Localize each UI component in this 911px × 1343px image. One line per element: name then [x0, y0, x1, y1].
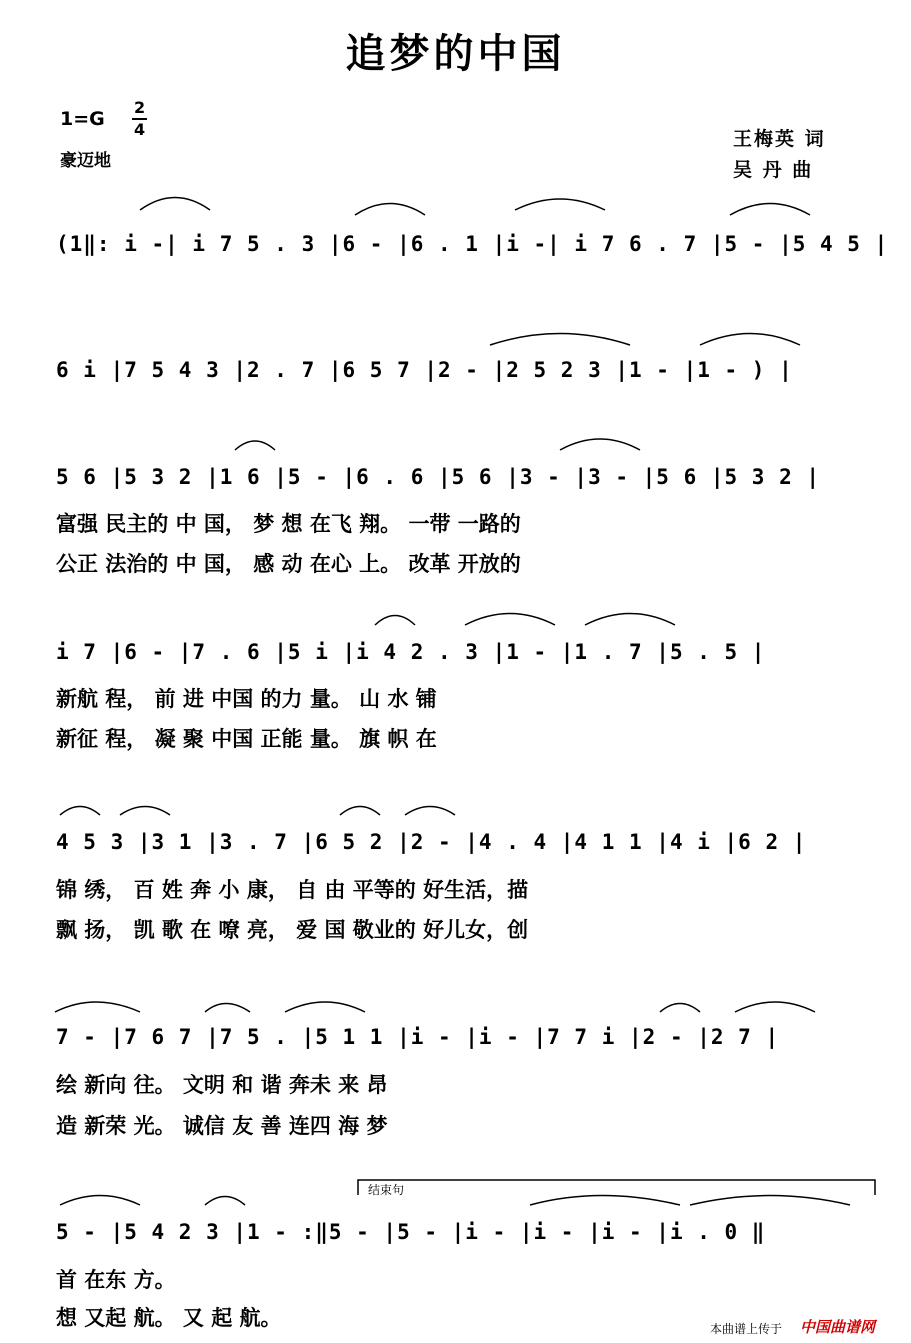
slur-mark [140, 198, 210, 211]
lyrics-line-7-verse-1: 首 在东 方。 [56, 1267, 176, 1292]
slur-mark [60, 807, 100, 816]
slur-mark [730, 204, 810, 216]
slur-mark [60, 1196, 140, 1206]
notation-line-4: i 7 |6 - |7 . 6 |5 i |i 4 2 . 3 |1 - |1 . 7 |5 . 5 | [56, 640, 766, 664]
slur-mark [285, 1002, 365, 1012]
slur-mark [515, 199, 605, 210]
lyrics-line-3-verse-2: 公正 法治的 中 国， 感 动 在心 上。 改革 开放的 [56, 551, 521, 576]
lyrics-line-6-verse-2: 造 新荣 光。 诚信 友 善 连四 海 梦 [56, 1113, 388, 1138]
slur-mark [465, 614, 555, 626]
time-signature-top: 2 [132, 98, 147, 120]
key-signature: 1=G [60, 108, 105, 130]
lyrics-line-3-verse-1: 富强 民主的 中 国， 梦 想 在飞 翔。 一带 一路的 [56, 511, 521, 536]
notation-line-7: 5 - |5 4 2 3 |1 - :‖5 - |5 - |i - |i - |i - |i . 0 ‖ [56, 1220, 766, 1244]
notation-line-3: 5 6 |5 3 2 |1 6 |5 - |6 . 6 |5 6 |3 - |3 - |5 6 |5 3 2 | [56, 465, 821, 489]
lyrics-line-6-verse-1: 绘 新向 往。 文明 和 谐 奔未 来 昂 [56, 1072, 388, 1097]
slur-mark [205, 1197, 245, 1206]
notation-line-6: 7 - |7 6 7 |7 5 . |5 1 1 |i - |i - |7 7 i |2 - |2 7 | [56, 1025, 780, 1049]
slur-mark [205, 1004, 250, 1013]
song-title: 追梦的中国 [345, 31, 566, 77]
time-signature-bottom: 4 [134, 120, 146, 139]
ending-bracket [358, 1180, 875, 1195]
slur-mark [55, 1002, 140, 1012]
slur-mark [405, 807, 455, 816]
slur-mark [490, 334, 630, 346]
lyricist-credit: 王梅英 词 [733, 128, 826, 150]
slur-mark [735, 1002, 815, 1012]
slur-mark [120, 807, 170, 816]
footer-text: 本曲谱上传于 [710, 1322, 783, 1336]
tempo-mark: 豪迈地 [60, 151, 111, 171]
notation-line-1: (1‖: i -| i 7 5 . 3 |6 - |6 . 1 |i -| i 7 6 . 7 |5 - |5 4 5 | [56, 232, 889, 256]
lyrics-line-5-verse-1: 锦 绣， 百 姓 奔 小 康， 自 由 平等的 好生活，描 [56, 877, 529, 902]
slur-mark [690, 1196, 850, 1206]
slur-mark [700, 334, 800, 346]
notation-line-5: 4 5 3 |3 1 |3 . 7 |6 5 2 |2 - |4 . 4 |4 1 1 |4 i |6 2 | [56, 830, 807, 854]
ending-label: 结束句 [368, 1183, 405, 1197]
composer-credit: 吴 丹 曲 [733, 159, 814, 181]
lyrics-line-7-verse-2: 想 又起 航。 又 起 航。 [56, 1305, 282, 1330]
notation-line-2: 6 i |7 5 4 3 |2 . 7 |6 5 7 |2 - |2 5 2 3 |1 - |1 - ) | [56, 358, 793, 382]
slur-mark [560, 439, 640, 450]
slur-mark [340, 807, 380, 816]
slur-mark [375, 616, 415, 626]
slur-mark [235, 441, 275, 450]
site-logo: 中国曲谱网 [800, 1318, 876, 1336]
lyrics-line-4-verse-1: 新航 程， 前 进 中国 的力 量。 山 水 铺 [56, 686, 437, 711]
slur-mark [660, 1004, 700, 1013]
lyrics-line-4-verse-2: 新征 程， 凝 聚 中国 正能 量。 旗 帜 在 [56, 726, 437, 751]
slur-mark [355, 204, 425, 216]
lyrics-line-5-verse-2: 飘 扬， 凯 歌 在 嘹 亮， 爱 国 敬业的 好儿女，创 [56, 917, 529, 942]
slur-mark [585, 614, 675, 626]
slur-mark [530, 1196, 680, 1206]
